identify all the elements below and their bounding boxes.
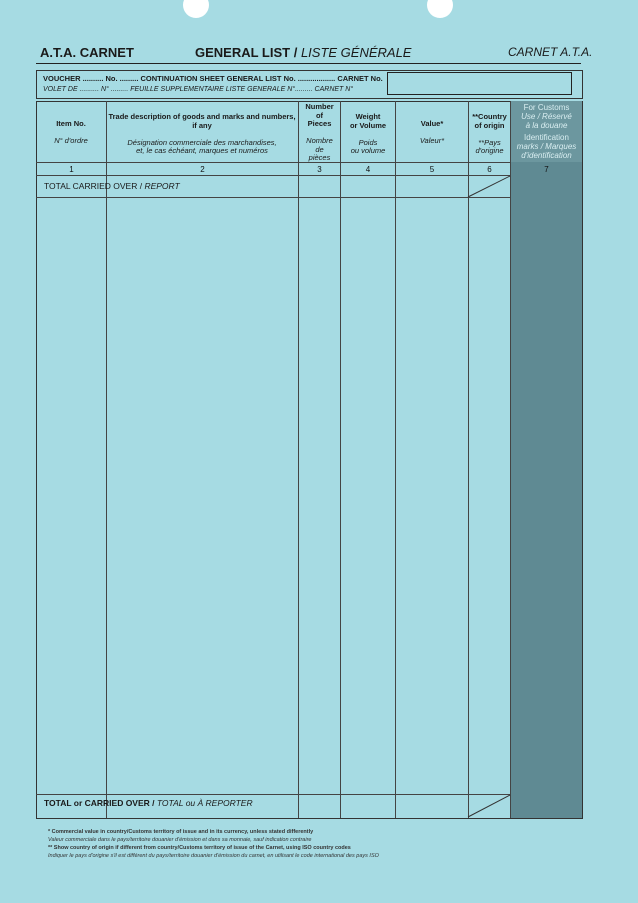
col-num-4: 4 — [365, 165, 371, 174]
pieces-header: Number of Pieces Nombre de pièces — [305, 102, 334, 162]
col-num-1: 1 — [69, 165, 74, 174]
footnote-3: ** Show country of origin if different from country/Customs territory of issue of the Carnet, using ISO country codes — [48, 845, 351, 851]
customs-header-l4: Identification — [524, 133, 569, 142]
value-header: Value* Valeur* — [419, 119, 445, 145]
customs-header-l1: For Customs — [523, 103, 570, 112]
weight-header: Weight or Volume Poids ou volume — [349, 112, 387, 155]
country-header: **Country of origin **Pays d'origine — [472, 112, 507, 155]
col-num-2: 2 — [200, 165, 205, 174]
strike-top — [468, 176, 510, 197]
voucher-line-fr: VOLET DE .......... N° ......... FEUILLE SUPPLEMENTAIRE LISTE GENERALE N°......... CARNET N° — [43, 86, 354, 93]
col-num-5: 5 — [429, 165, 435, 174]
voucher-line-en: VOUCHER .......... No. ......... CONTINUATION SHEET GENERAL LIST No. .................. CARNET No. — [43, 74, 383, 83]
form-title-right: CARNET A.T.A. — [508, 45, 593, 59]
form-title-center: GENERAL LIST / LISTE GÉNÉRALE — [195, 45, 412, 60]
customs-header-l3: à la douane — [525, 121, 568, 130]
form-title-left: A.T.A. CARNET — [40, 45, 134, 60]
footnote-2: Valeur commerciale dans le pays/territoire douanier d'émission et dans sa monnaie, sauf indication contraire — [48, 837, 312, 843]
col-num-6: 6 — [487, 165, 492, 174]
customs-header-l5: marks / Marques — [516, 142, 577, 151]
col-num-3: 3 — [317, 165, 322, 174]
total-or-carried-over-label: TOTAL or CARRIED OVER / TOTAL ou À REPORTER — [44, 798, 253, 808]
footnote-4: Indiquer le pays d'origine s'il est différent du pays/territoire douanier d'émission du carnet, en utilisant le code international des pays ISO — [48, 853, 379, 859]
footnote-1: * Commercial value in country/Customs territory of issue and in its currency, unless stated differently — [48, 829, 314, 835]
strike-bottom — [468, 795, 510, 817]
customs-header-l2: Use / Réservé — [521, 112, 572, 121]
item-no-header: Item No. N° d'ordre — [54, 119, 88, 145]
description-header: Trade description of goods and marks and numbers, if any Désignation commerciale des marchandises, et, le cas échéant, marques et numéros — [108, 112, 296, 155]
customs-header-l6: d'identification — [521, 151, 572, 160]
col-num-7: 7 — [544, 165, 549, 174]
total-carried-over-label: TOTAL CARRIED OVER / REPORT — [44, 181, 180, 191]
